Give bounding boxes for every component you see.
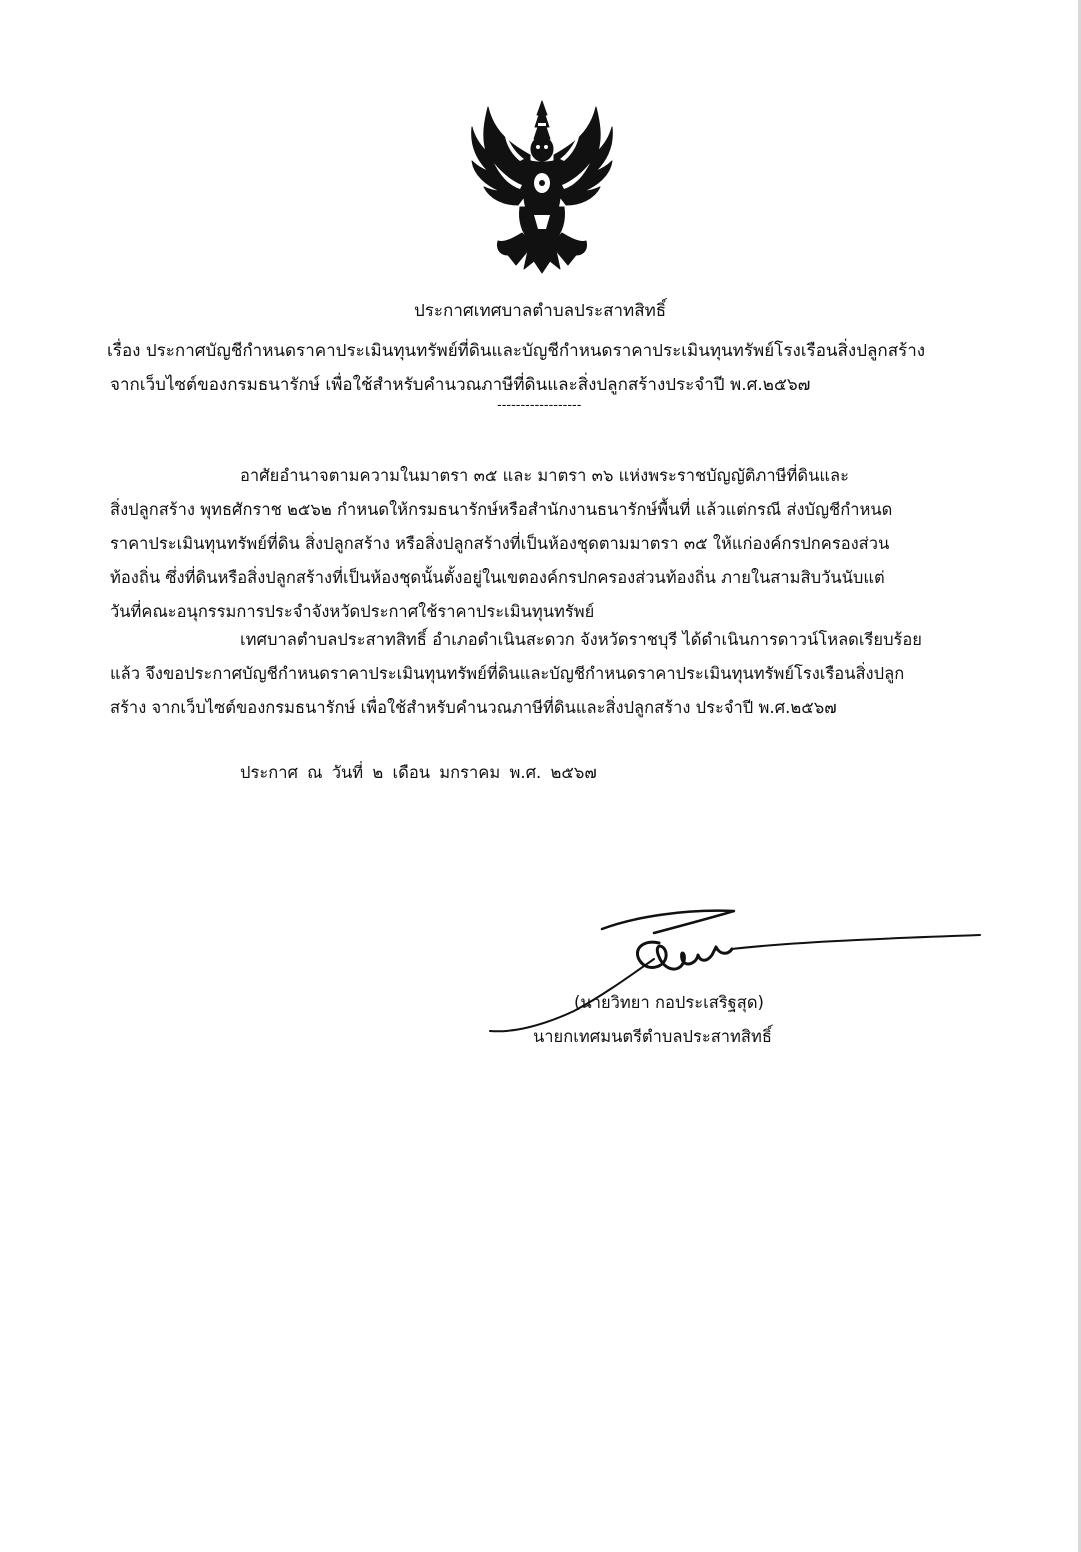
paragraph-line: ราคาประเมินทุนทรัพย์ที่ดิน สิ่งปลูกสร้าง หรือสิ่งปลูกสร้างที่เป็นห้องชุดตามมาตรา ๓๕ ให้แก่องค์กรปกครองส่วน [110, 534, 890, 553]
garuda-emblem-icon [464, 93, 620, 275]
signer-position: นายกเทศมนตรีตำบลประสาทสิทธิ์ [533, 1027, 772, 1046]
paragraph-line: วันที่คณะอนุกรรมการประจำจังหวัดประกาศใช้ราคาประเมินทุนทรัพย์ [110, 602, 595, 621]
paragraph-line: สิ่งปลูกสร้าง พุทธศักราช ๒๕๖๒ กำหนดให้กรมธนารักษ์หรือสำนักงานธนารักษ์พื้นที่ แล้วแต่กรณี ส่งบัญชีกำหนด [110, 500, 893, 519]
announcement-date: ประกาศ ณ วันที่ ๒ เดือน มกราคม พ.ศ. ๒๕๖๗ [240, 763, 597, 782]
announcement-subject [107, 334, 1002, 402]
subject-line: เรื่อง ประกาศบัญชีกำหนดราคาประเมินทุนทรัพย์ที่ดินและบัญชีกำหนดราคาประเมินทุนทรัพย์โรงเรือนสิ่งปลูกสร้าง [107, 341, 926, 361]
paragraph-line: เทศบาลตำบลประสาทสิทธิ์ อำเภอดำเนินสะดวก จังหวัดราชบุรี ได้ดำเนินการดาวน์โหลดเรียบร้อย [240, 630, 922, 649]
paragraph-line: สร้าง จากเว็บไซต์ของกรมธนารักษ์ เพื่อใช้สำหรับคำนวณภาษีที่ดินและสิ่งปลูกสร้าง ประจำปี พ.ศ.๒๕๖๗ [110, 698, 837, 717]
separator-dashes: ------------------ [497, 398, 582, 413]
body-paragraph-1 [110, 459, 1000, 629]
announcement-title: ประกาศเทศบาลตำบลประสาทสิทธิ์ [414, 301, 667, 321]
paragraph-line: แล้ว จึงขอประกาศบัญชีกำหนดราคาประเมินทุนทรัพย์ที่ดินและบัญชีกำหนดราคาประเมินทุนทรัพย์โรงเรือนสิ่งปลูก [110, 664, 905, 683]
signer-name: (นายวิทยา กอประเสริฐสุด) [574, 993, 764, 1012]
paragraph-line: ท้องถิ่น ซึ่งที่ดินหรือสิ่งปลูกสร้างที่เป็นห้องชุดนั้นตั้งอยู่ในเขตองค์กรปกครองส่วนท้องถิ่น ภายในสามสิบวันนับแต่ [110, 568, 885, 587]
paragraph-line: อาศัยอำนาจตามความในมาตรา ๓๕ และ มาตรา ๓๖ แห่งพระราชบัญญัติภาษีที่ดินและ [240, 466, 849, 485]
body-paragraph-2 [110, 623, 1000, 725]
handwritten-signature-icon [484, 903, 984, 1043]
subject-line: จากเว็บไซต์ของกรมธนารักษ์ เพื่อใช้สำหรับคำนวณภาษีที่ดินและสิ่งปลูกสร้างประจำปี พ.ศ.๒๕๖๗ [110, 375, 811, 395]
